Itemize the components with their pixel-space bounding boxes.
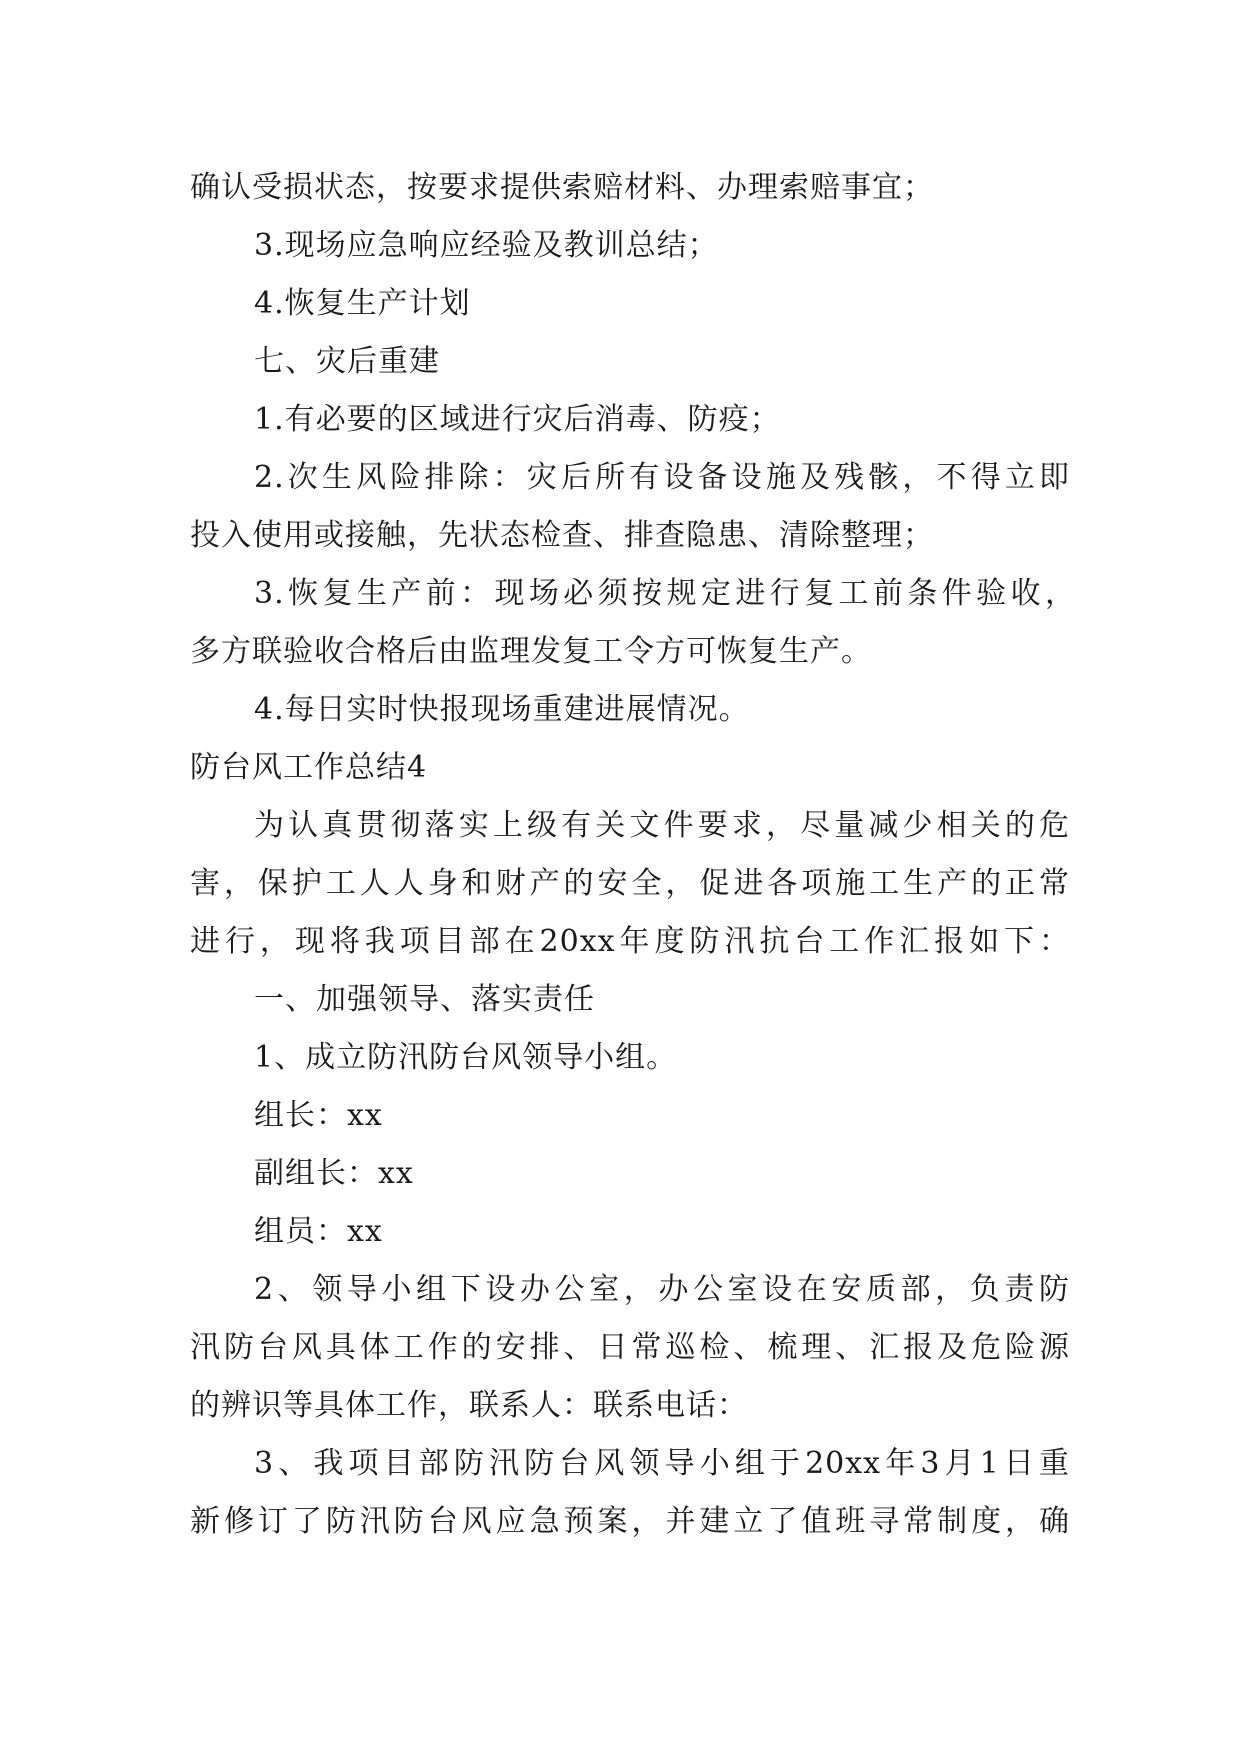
text-line: 害，保护工人人身和财产的安全，促进各项施工生产的正常: [190, 866, 1070, 901]
document-title: 防台风工作总结4: [190, 750, 428, 785]
text-line: 组员：xx: [254, 1214, 383, 1249]
text-line: 2.次生风险排除：灾后所有设备设施及残骸，不得立即: [254, 460, 1070, 495]
text-line: 汛防台风具体工作的安排、日常巡检、梳理、汇报及危险源: [190, 1330, 1070, 1365]
text-line: 投入使用或接触，先状态检查、排查隐患、清除整理；: [190, 518, 934, 553]
text-line: 为认真贯彻落实上级有关文件要求，尽量减少相关的危: [254, 808, 1070, 843]
text-line: 2、领导小组下设办公室，办公室设在安质部，负责防: [254, 1272, 1070, 1307]
text-line: 4.每日实时快报现场重建进展情况。: [254, 692, 750, 727]
section-heading: 一、加强领导、落实责任: [254, 982, 595, 1017]
text-line: 的辨识等具体工作，联系人：联系电话：: [190, 1388, 748, 1423]
text-line: 3、我项目部防汛防台风领导小组于20xx年3月1日重: [254, 1446, 1070, 1481]
text-line: 3.恢复生产前：现场必须按规定进行复工前条件验收，: [254, 576, 1076, 611]
text-line: 确认受损状态，按要求提供索赔材料、办理索赔事宜；: [190, 170, 934, 205]
text-line: 进行，现将我项目部在20xx年度防汛抗台工作汇报如下：: [190, 924, 1070, 959]
text-line: 1、成立防汛防台风领导小组。: [254, 1040, 678, 1075]
text-line: 1.有必要的区域进行灾后消毒、防疫；: [254, 402, 781, 437]
text-line: 多方联验收合格后由监理发复工令方可恢复生产。: [190, 634, 872, 669]
text-line: 新修订了防汛防台风应急预案，并建立了值班寻常制度，确: [190, 1504, 1070, 1539]
text-line: 4.恢复生产计划: [254, 286, 471, 321]
text-line: 副组长：xx: [254, 1156, 414, 1191]
section-heading: 七、灾后重建: [254, 344, 440, 379]
text-line: 3.现场应急响应经验及教训总结；: [254, 228, 719, 263]
text-line: 组长：xx: [254, 1098, 383, 1133]
